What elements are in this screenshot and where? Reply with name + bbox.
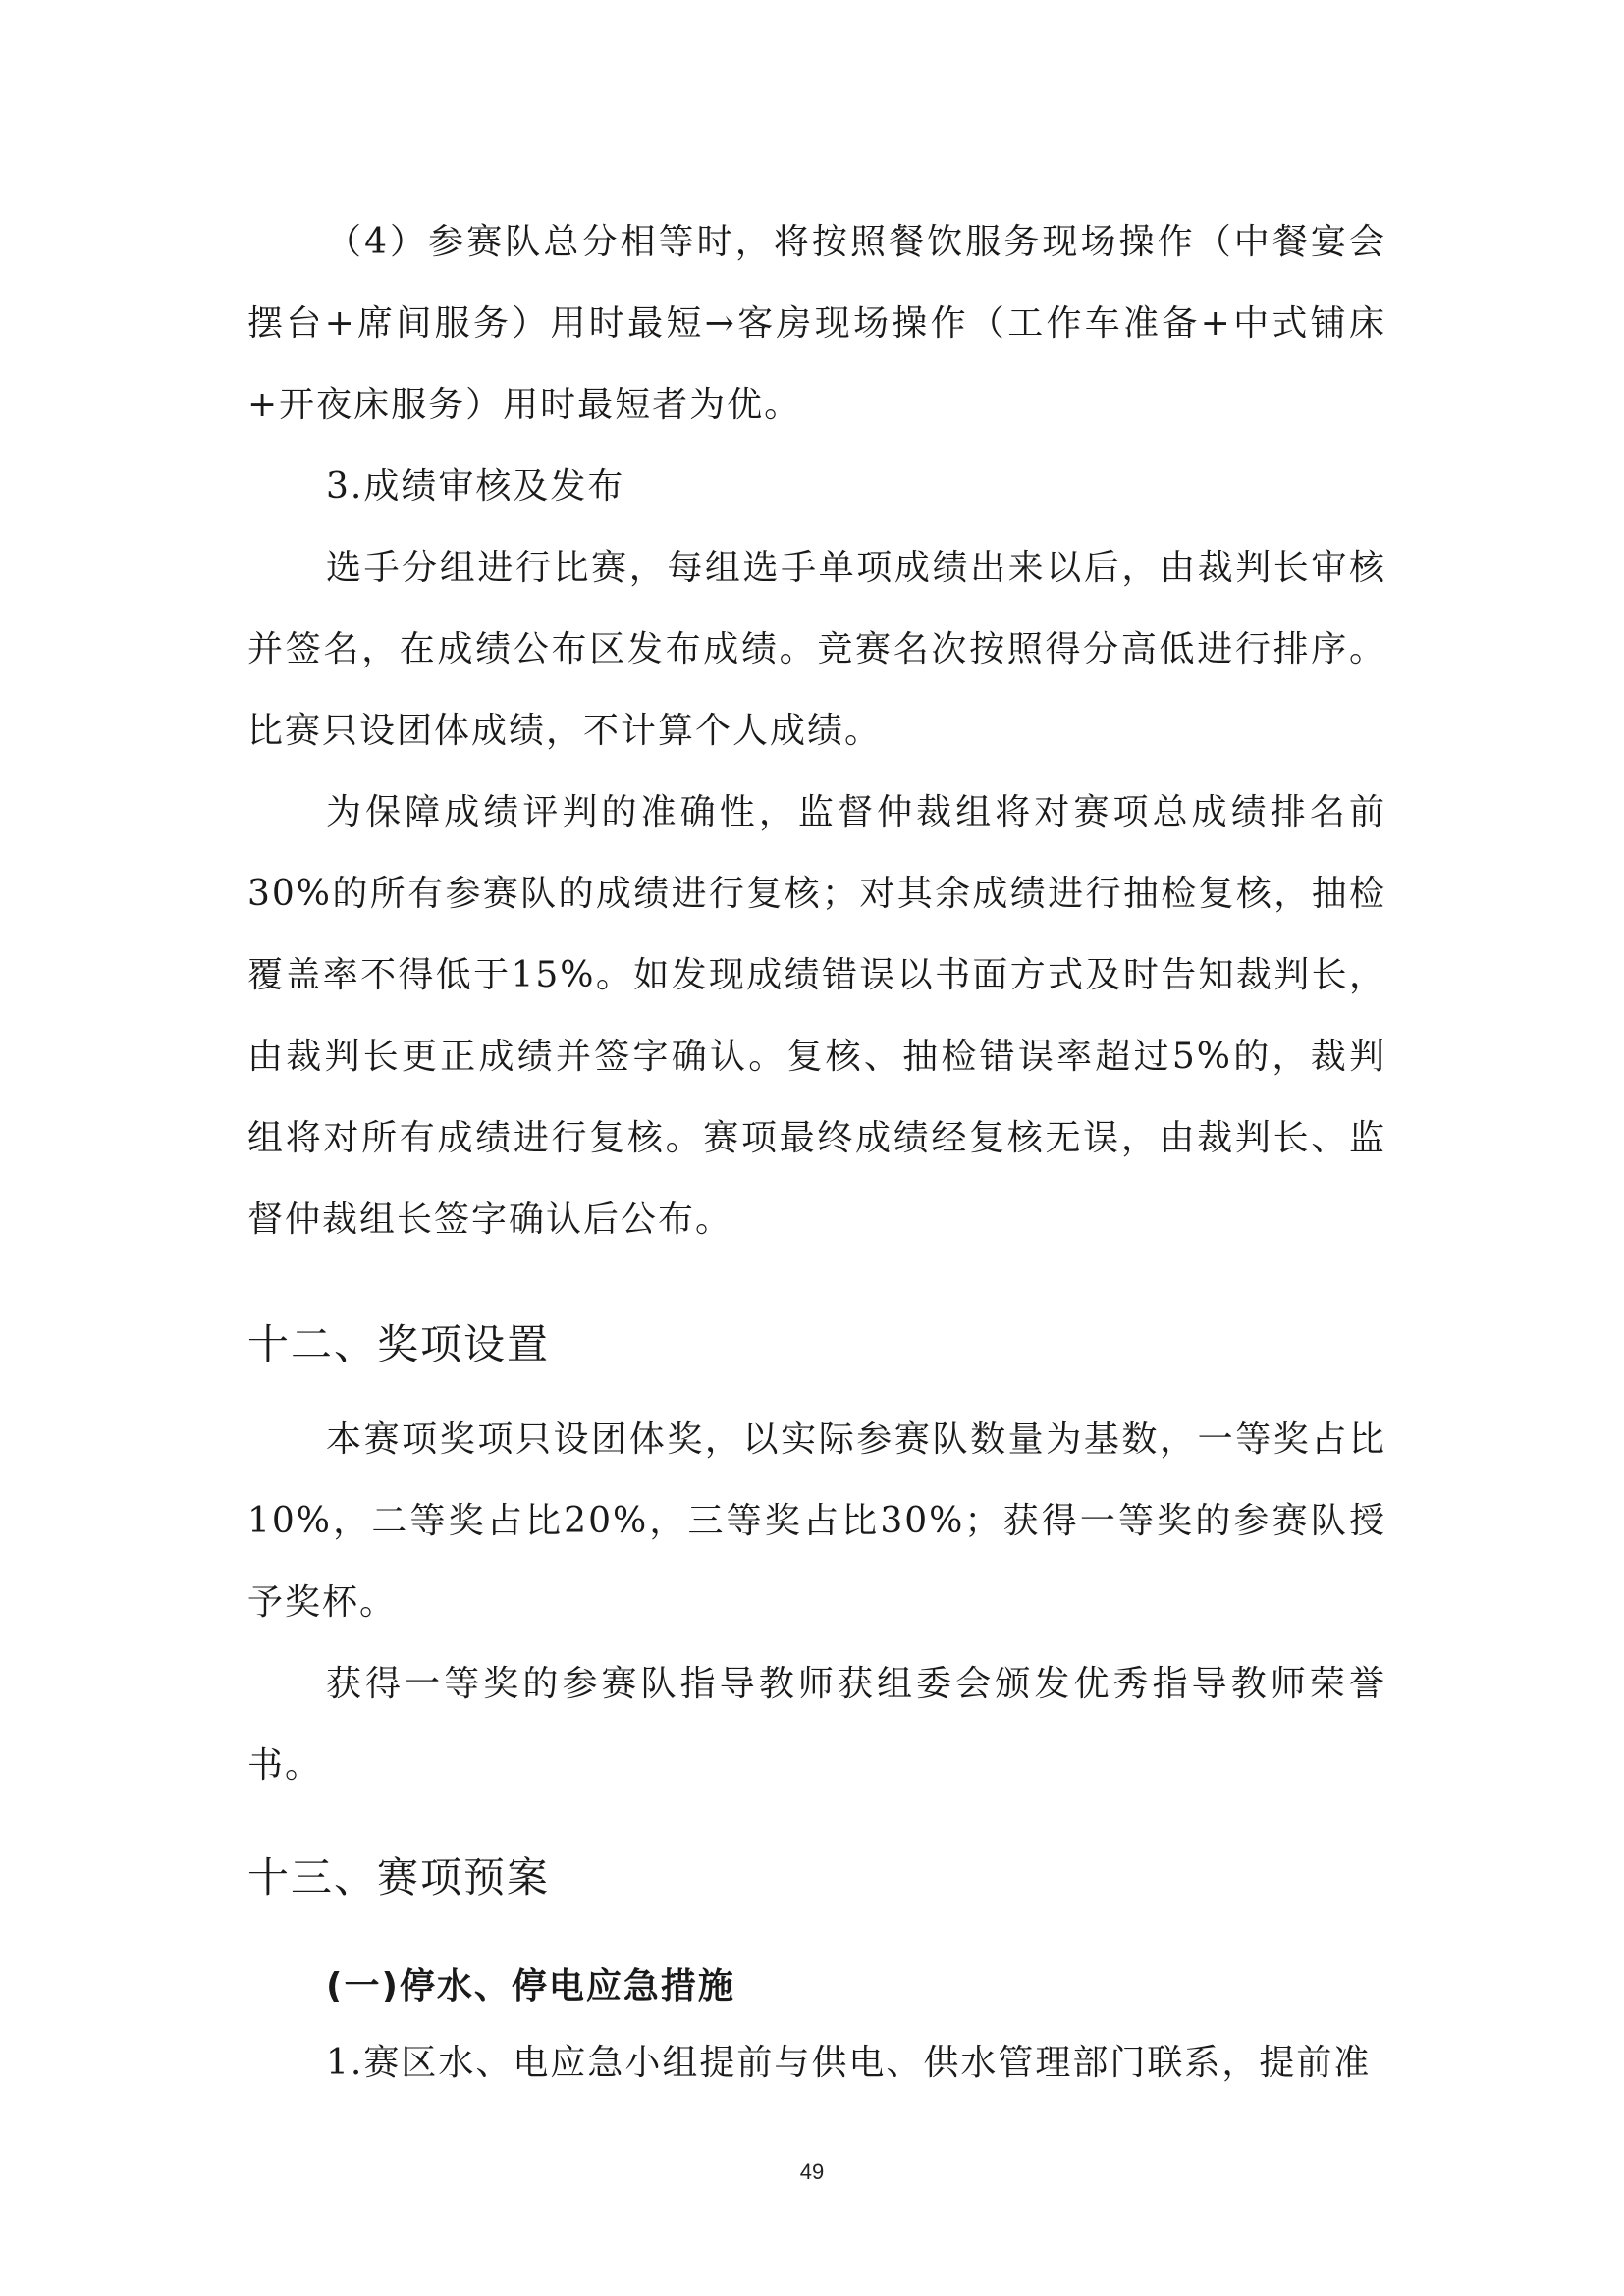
document-page — [247, 0, 1386, 2296]
heading-section-13: 十三、赛项预案 — [247, 1853, 551, 1901]
subheading-power-water-outage: (一)停水、停电应急措施 — [326, 1966, 735, 2006]
paragraph-tie-rule: （4）参赛队总分相等时，将按照餐饮服务现场操作（中餐宴会摆台+席间服务）用时最短→客房现场操作（工作车准备+中式铺床+开夜床服务）用时最短者为优。 — [247, 222, 1386, 425]
paragraph-award-setting: 本赛项奖项只设团体奖，以实际参赛队数量为基数，一等奖占比10%，二等奖占比20%，三等奖占比30%；获得一等奖的参赛队授予奖杯。 — [247, 1419, 1386, 1623]
paragraph-subtitle-score-review: 3.成绩审核及发布 — [326, 466, 625, 507]
heading-section-12: 十二、奖项设置 — [247, 1320, 551, 1368]
page-number: 49 — [799, 2160, 825, 2184]
paragraph-score-accuracy: 为保障成绩评判的准确性，监督仲裁组将对赛项总成绩排名前30%的所有参赛队的成绩进行复核；对其余成绩进行抽检复核，抽检覆盖率不得低于15%。如发现成绩错误以书面方式及时告知裁判长，由裁判长更正成绩并签字确认。复核、抽检错误率超过5%的，裁判组将对所有成绩进行复核。赛项最终成绩经复核无误，由裁判长、监督仲裁组长签字确认后公布。 — [247, 792, 1386, 1240]
paragraph-teacher-award: 获得一等奖的参赛队指导教师获组委会颁发优秀指导教师荣誉书。 — [247, 1664, 1386, 1786]
paragraph-score-publish: 选手分组进行比赛，每组选手单项成绩出来以后，由裁判长审核并签名，在成绩公布区发布成绩。竞赛名次按照得分高低进行排序。比赛只设团体成绩，不计算个人成绩。 — [247, 548, 1386, 751]
paragraph-emergency-group: 1.赛区水、电应急小组提前与供电、供水管理部门联系，提前准 — [326, 2043, 1372, 2083]
